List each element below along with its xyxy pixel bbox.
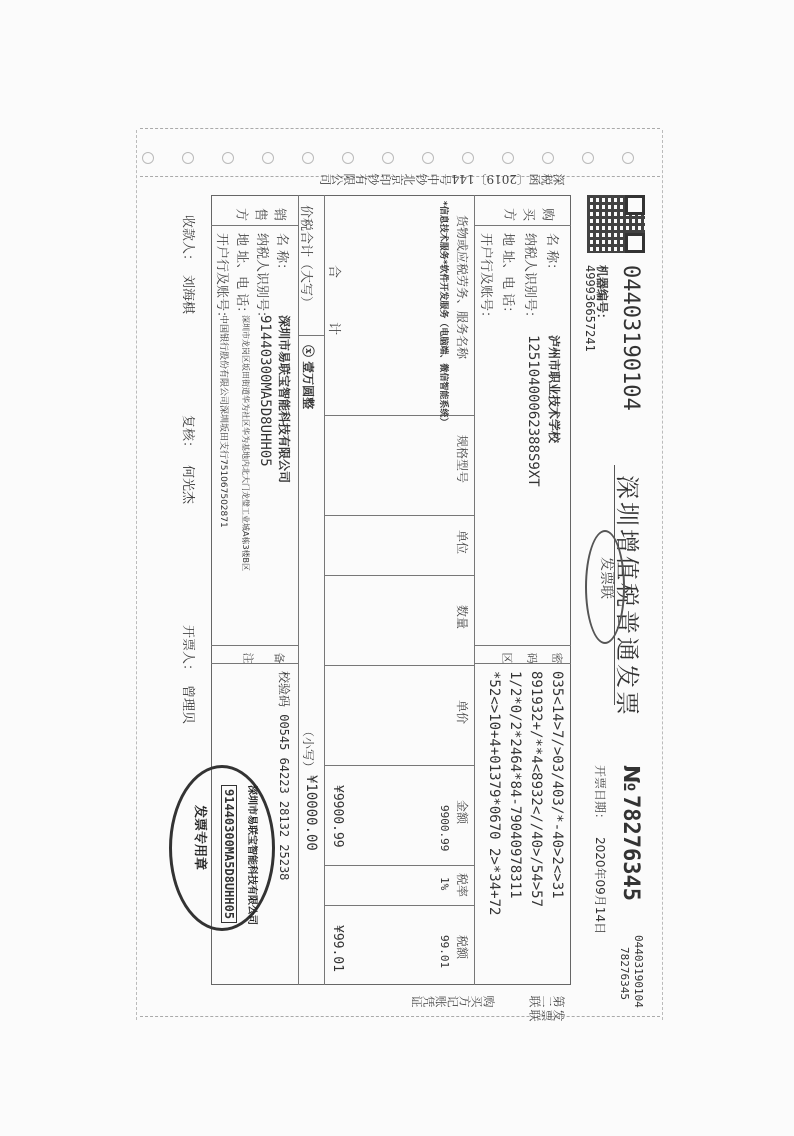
- invoice: [135, 165, 655, 1025]
- cipher-line-1: 035<14>7/>03/403/*-40>2<>31: [549, 671, 565, 899]
- header-spec: 规格型号: [455, 435, 469, 484]
- stamp-label: 发票联: [598, 557, 614, 599]
- remarks-label: 备注: [223, 651, 285, 664]
- invoice-code: 04403190104: [618, 265, 643, 411]
- payee-label: 收款人：: [180, 215, 195, 268]
- seller-name: 深圳市易联宝智能科技有限公司: [277, 315, 291, 484]
- buyer-name: 泸州市职业技术学校: [547, 335, 561, 444]
- machine-no: 499936657241: [583, 265, 597, 352]
- qr-code: [587, 195, 645, 253]
- cipher-label: 密码区: [488, 651, 563, 664]
- header-qty: 数量: [455, 605, 469, 630]
- remarks-text: 校验码 00545 64223 28132 25238: [277, 671, 291, 881]
- invoice-no-prefix: №: [618, 765, 643, 792]
- copy-label-2: 发票联: [529, 1008, 565, 1022]
- seller-address-label: 地 址、电 话：: [234, 233, 249, 320]
- grand-total-small: ¥10000.00: [303, 775, 319, 851]
- header-price: 单价: [455, 700, 469, 725]
- total-label: 合 计: [326, 265, 341, 356]
- right-edge-line: [662, 130, 663, 1020]
- cipher-line-2: 891932+/**4<8932<//40>/54>57: [528, 671, 544, 908]
- reviewer: 何光杰: [180, 465, 195, 505]
- printer-note: 深税函〔2019〕144号中钞北京印钞有限公司: [319, 172, 565, 186]
- header-item-name: 货物或应税劳务、服务名称: [455, 215, 469, 360]
- seller-section-label: 销售方: [230, 205, 287, 220]
- header-amount: 金额: [455, 800, 469, 825]
- item-name: *信息技术服务*软件开发服务（电脑端、微信智能系统）: [438, 201, 448, 427]
- grand-total-small-label: （小写）: [301, 725, 315, 774]
- grand-total-label: 价税合计（大写）: [298, 205, 313, 310]
- seal-company: 深圳市易联宝智能科技有限公司: [246, 785, 257, 925]
- seller-address: 深圳市龙岗区坂田街道华为社区华为基地内北大门龙璧工业城A栋3楼B区: [241, 315, 250, 572]
- reviewer-label: 复核：: [180, 415, 195, 455]
- invoice-no-small: 78276345: [618, 947, 631, 1000]
- item-tax: 99.01: [438, 935, 451, 969]
- buyer-bank-label: 开户行及账号：: [478, 233, 493, 325]
- buyer-address-label: 地 址、电 话：: [500, 233, 515, 320]
- buyer-tax-id-label: 纳税人识别号：: [522, 233, 537, 325]
- grand-total-upper: ⓧ 壹万圆整: [301, 345, 315, 410]
- item-amount: 9900.99: [438, 805, 451, 852]
- header-unit: 单位: [455, 530, 469, 555]
- seal-tax-id: 91440300MA5D8UHH05: [221, 785, 237, 923]
- item-rate: 1%: [438, 877, 451, 891]
- buyer-name-label: 名 称：: [544, 233, 559, 277]
- drawer-label: 开票人：: [180, 625, 195, 678]
- cipher-line-4: *52<>10+4+01379*0670 2>*34+72: [486, 671, 502, 916]
- seller-bank: 中国银行股份有限公司深圳坂田支行751067502871: [218, 315, 228, 528]
- total-amount: ¥9900.99: [330, 785, 345, 848]
- seller-tax-id: 91440300MA5D8UHH05: [257, 315, 273, 467]
- cipher-line-3: 1/2*0/2*2464*84-79040978311: [507, 671, 523, 899]
- issue-date-label: 开票日期：: [593, 765, 607, 826]
- copy-label-1: 第二联: [529, 994, 565, 1008]
- header-rate: 税率: [455, 873, 469, 898]
- header-tax: 税额: [455, 935, 469, 960]
- invoice-code-small: 04403190104: [632, 935, 645, 1008]
- seal-label: 发票专用章: [192, 805, 207, 871]
- invoice-no: 78276345: [618, 795, 643, 901]
- total-tax: ¥99.01: [330, 925, 345, 972]
- machine-no-label: 机器编号：: [595, 265, 609, 326]
- invoice-title: 深圳增值税普通发票: [613, 475, 641, 718]
- payee: 刘海棋: [180, 275, 195, 315]
- seller-tax-id-label: 纳税人识别号：: [254, 233, 269, 325]
- drawer: 曾理贝: [180, 685, 195, 725]
- seller-name-label: 名 称：: [274, 233, 289, 277]
- buyer-section-label: 购买方: [498, 205, 555, 220]
- issue-date: 2020年09月14日: [593, 837, 607, 935]
- seller-bank-label: 开户行及账号：: [214, 233, 229, 325]
- copy-label-3: 购买方记账凭证: [411, 994, 495, 1008]
- buyer-tax-id: 12510400062388S9XT: [525, 335, 541, 487]
- tear-line-top: [140, 128, 660, 129]
- title-underline: [614, 465, 615, 705]
